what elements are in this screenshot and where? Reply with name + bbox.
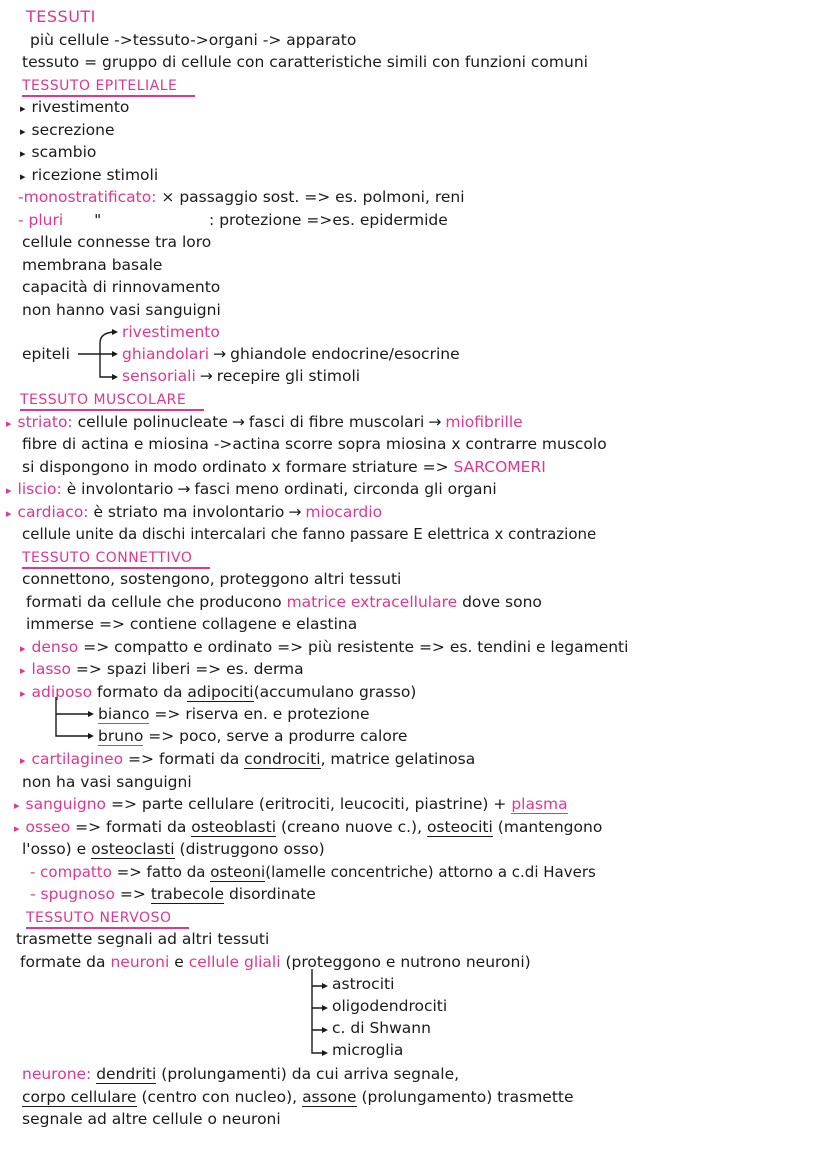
heading-nervoso: TESSUTO NERVOSO bbox=[26, 906, 828, 929]
neurone-line: neurone: dendriti (prolungamenti) da cui arriva segnale, bbox=[22, 1065, 460, 1083]
list-item: ▸ rivestimento bbox=[20, 98, 130, 116]
muscolare-line: si dispongono in modo ordinato x formare striature => SARCOMERI bbox=[22, 457, 546, 476]
lasso-line: ▸ lasso => spazi liberi => es. derma bbox=[20, 660, 304, 678]
sanguigno-line: ▸ sanguigno => parte cellulare (eritrociti, leucociti, piastrine) + plasma bbox=[14, 795, 568, 813]
bullet-icon: ▸ bbox=[20, 754, 26, 767]
bullet-icon: ▸ bbox=[20, 641, 26, 655]
bullet-icon: ▸ bbox=[14, 799, 20, 812]
nervoso-line: formate da neuroni e cellule gliali (proteggono e nutrono neuroni) bbox=[20, 952, 531, 971]
list-item: microglia bbox=[332, 1041, 404, 1059]
bullet-icon: ▸ bbox=[6, 506, 12, 520]
connettivo-line: formati da cellule che producono matrice extracellulare dove sono bbox=[26, 592, 542, 611]
bullet-icon: ▸ bbox=[20, 686, 26, 700]
heading-epiteliale: TESSUTO EPITELIALE bbox=[22, 74, 828, 97]
bullet-icon: ▸ bbox=[20, 147, 26, 160]
bullet-icon: ▸ bbox=[20, 124, 26, 138]
glia-list bbox=[0, 973, 828, 1063]
osseo-line-2: l'osso) e osteoclasti (distruggono osso) bbox=[22, 840, 325, 858]
bullet-icon: ▸ bbox=[20, 169, 26, 183]
cartilagineo-line: ▸ cartilagineo => formati da condrociti, matrice gelatinosa bbox=[20, 750, 476, 768]
prop-line: cellule connesse tra loro bbox=[22, 233, 212, 251]
branch-arrow-icon bbox=[76, 321, 122, 388]
intro-line-2: tessuto = gruppo di cellule con caratteristiche simili con funzioni comuni bbox=[22, 53, 588, 71]
branch-arrow-icon bbox=[52, 697, 96, 743]
bullet-icon: ▸ bbox=[6, 416, 12, 430]
striato-line: ▸ striato: cellule polinucleate → fasci di fibre muscolari → miofibrille bbox=[6, 412, 523, 431]
list-item: ▸ secrezione bbox=[20, 120, 115, 139]
spugnoso-line: - spugnoso => trabecole disordinate bbox=[30, 885, 316, 903]
muscolare-line: cellule unite da dischi intercalari che fanno passare E elettrica x contrazione bbox=[22, 525, 597, 543]
branch-arrow-icon bbox=[308, 969, 330, 1063]
compatto-line: - compatto => fatto da osteoni(lamelle concentriche) attorno a c.di Havers bbox=[30, 862, 596, 881]
nervoso-line: trasmette segnali ad altri tessuti bbox=[16, 930, 270, 948]
epiteli-diagram: epiteli rivestimento ghiandolari → ghiandole endocrine/esocrine sensoriali → recepire gli stimoli bbox=[0, 321, 828, 388]
list-item: c. di Shwann bbox=[332, 1019, 431, 1037]
prop-line: membrana basale bbox=[22, 255, 163, 274]
heading-connettivo: TESSUTO CONNETTIVO bbox=[22, 546, 828, 569]
list-item: astrociti bbox=[332, 975, 395, 993]
osseo-line: ▸ osseo => formati da osteoblasti (creano nuove c.), osteociti (mantengono bbox=[14, 817, 603, 836]
cardiaco-line: ▸ cardiaco: è striato ma involontario → miocardio bbox=[6, 502, 383, 521]
connettivo-line: non ha vasi sanguigni bbox=[22, 772, 192, 791]
neurone-line-2: corpo cellulare (centro con nucleo), assone (prolungamento) trasmette bbox=[22, 1087, 574, 1106]
heading-muscolare: TESSUTO MUSCOLARE bbox=[20, 388, 828, 411]
intro-line-1: più cellule ->tessuto->organi -> apparato bbox=[30, 30, 357, 49]
muscolare-line: fibre di actina e miosina ->actina scorre sopra miosina x contrarre muscolo bbox=[22, 435, 607, 453]
prop-line: capacità di rinnovamento bbox=[22, 278, 221, 296]
connettivo-line: immerse => contiene collagene e elastina bbox=[26, 615, 358, 633]
adiposo-branch: bianco => riserva en. e protezione bruno => poco, serve a produrre calore bbox=[0, 703, 828, 748]
bullet-icon: ▸ bbox=[20, 664, 26, 677]
connettivo-line: connettono, sostengono, proteggono altri tessuti bbox=[22, 570, 402, 588]
mono-line: -monostratificato: × passaggio sost. => es. polmoni, reni bbox=[18, 188, 465, 206]
pluri-line: - pluri " : protezione =>es. epidermide bbox=[18, 210, 448, 229]
page-title: TESSUTI bbox=[26, 7, 96, 26]
bullet-icon: ▸ bbox=[6, 484, 12, 497]
denso-line: ▸ denso => compatto e ordinato => più resistente => es. tendini e legamenti bbox=[20, 637, 629, 656]
adiposo-line: ▸ adiposo formato da adipociti(accumulano grasso) bbox=[20, 682, 417, 701]
bullet-icon: ▸ bbox=[20, 102, 26, 115]
bullet-icon: ▸ bbox=[14, 821, 20, 835]
liscio-line: ▸ liscio: è involontario → fasci meno ordinati, circonda gli organi bbox=[6, 480, 497, 498]
list-item: ▸ scambio bbox=[20, 143, 97, 161]
list-item: oligodendrociti bbox=[332, 997, 448, 1015]
neurone-line-3: segnale ad altre cellule o neuroni bbox=[22, 1110, 281, 1128]
prop-line: non hanno vasi sanguigni bbox=[22, 300, 221, 319]
list-item: ▸ ricezione stimoli bbox=[20, 165, 159, 184]
